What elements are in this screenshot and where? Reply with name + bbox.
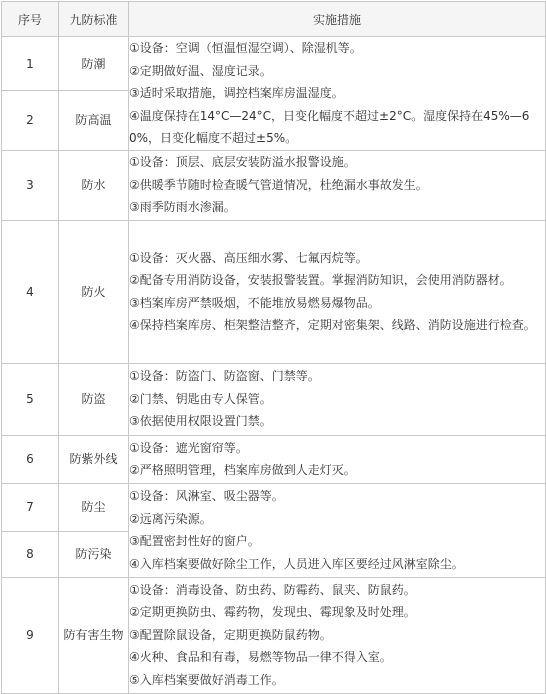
measure-item: ③配置除鼠设备，定期更换防鼠药物。 (129, 627, 332, 642)
measure-item: ④入库档案要做好除尘工作，人员进入库区要经过风淋室除尘。 (129, 556, 464, 571)
measure-item: ②远离污染源。 (129, 511, 212, 526)
measure-item: ②门禁、钥匙由专人保管。 (129, 391, 272, 406)
row-standard: 防盗 (59, 363, 129, 435)
measure-item: ③依据使用权限设置门禁。 (129, 414, 272, 429)
measure-item: ①设备：遮光窗帘等。 (129, 440, 248, 455)
row-no: 4 (2, 220, 59, 363)
measure-item: ①设备：防盗门、防盗窗、门禁等。 (129, 369, 320, 384)
row-no: 3 (2, 150, 59, 220)
row-no: 8 (2, 531, 59, 577)
table-row (2, 363, 546, 435)
row-no: 1 (2, 37, 59, 91)
measure-item: ①设备：消毒设备、防虫药、防霉药、鼠夹、防鼠药。 (129, 582, 416, 597)
measure-item: ④温度保持在14°C—24°C，日变化幅度不超过±2°C。湿度保持在45%—60%，日变化幅度不超过±5%。 (129, 108, 530, 145)
measure-item: ③配置密封性好的窗户。 (129, 534, 260, 548)
measure-item: ①设备：顶层、底层安装防溢水报警设施。 (129, 155, 356, 170)
row-standard: 防有害生物 (59, 577, 129, 693)
row-standard: 防水 (59, 150, 129, 220)
measures-cell-moist-heat (129, 37, 546, 151)
measure-item: ④火种、食品和有毒，易燃等物品一律不得入室。 (129, 650, 392, 665)
measure-item: ③雨季防雨水渗漏。 (129, 200, 236, 215)
header-row (2, 2, 546, 37)
row-standard: 防尘 (59, 483, 129, 531)
measures-cell-uv (129, 435, 546, 483)
row-standard: 防潮 (59, 37, 129, 91)
table-row (2, 435, 546, 483)
measure-item: ②定期更换防虫、霉药物，发现虫、霉现象及时处理。 (129, 605, 416, 620)
row-no: 6 (2, 435, 59, 483)
row-standard: 防高温 (59, 91, 129, 150)
measure-item: ⑤入库档案要做好消毒工作。 (129, 672, 284, 687)
measure-item: ②严格照明管理，档案库房做到人走灯灭。 (129, 463, 356, 477)
table-row (2, 577, 546, 693)
measure-item: ①设备：空调（恒温恒湿空调）、除湿机等。 (129, 41, 362, 55)
row-standard: 防污染 (59, 531, 129, 577)
row-no: 2 (2, 91, 59, 150)
header-standard: 九防标准 (59, 2, 129, 37)
measure-item: ①设备：灭火器、高压细水雾、七氟丙烷等。 (129, 250, 368, 265)
table-row (2, 37, 546, 91)
measure-item: ②配备专用消防设备，安装报警装置。掌握消防知识，会使用消防器材。 (129, 273, 512, 287)
nine-protection-table (1, 1, 546, 694)
measures-cell-fire (129, 220, 546, 363)
measures-cell-dust-pollution (129, 483, 546, 577)
measures-cell-water (129, 150, 546, 220)
row-standard: 防紫外线 (59, 435, 129, 483)
table-row (2, 483, 546, 531)
measure-item: ④保持档案库房、柜架整洁整齐，定期对密集架、线路、消防设施进行检查。 (129, 318, 536, 332)
measures-cell-pests (129, 577, 546, 693)
table-row (2, 150, 546, 220)
table-row (2, 220, 546, 363)
measure-item: ①设备：风淋室、吸尘器等。 (129, 489, 284, 503)
header-no: 序号 (2, 2, 59, 37)
measure-item: ③适时采取措施，调控档案库房温湿度。 (129, 86, 344, 100)
row-no: 7 (2, 483, 59, 531)
measure-item: ②供暖季节随时检查暖气管道情况，杜绝漏水事故发生。 (129, 177, 428, 192)
measure-item: ②定期做好温、湿度记录。 (129, 63, 272, 78)
measure-item: ③档案库房严禁吸烟，不能堆放易燃易爆物品。 (129, 295, 380, 310)
row-no: 9 (2, 577, 59, 693)
header-measures: 实施措施 (129, 2, 546, 37)
row-standard: 防火 (59, 220, 129, 363)
measures-cell-theft (129, 363, 546, 435)
row-no: 5 (2, 363, 59, 435)
